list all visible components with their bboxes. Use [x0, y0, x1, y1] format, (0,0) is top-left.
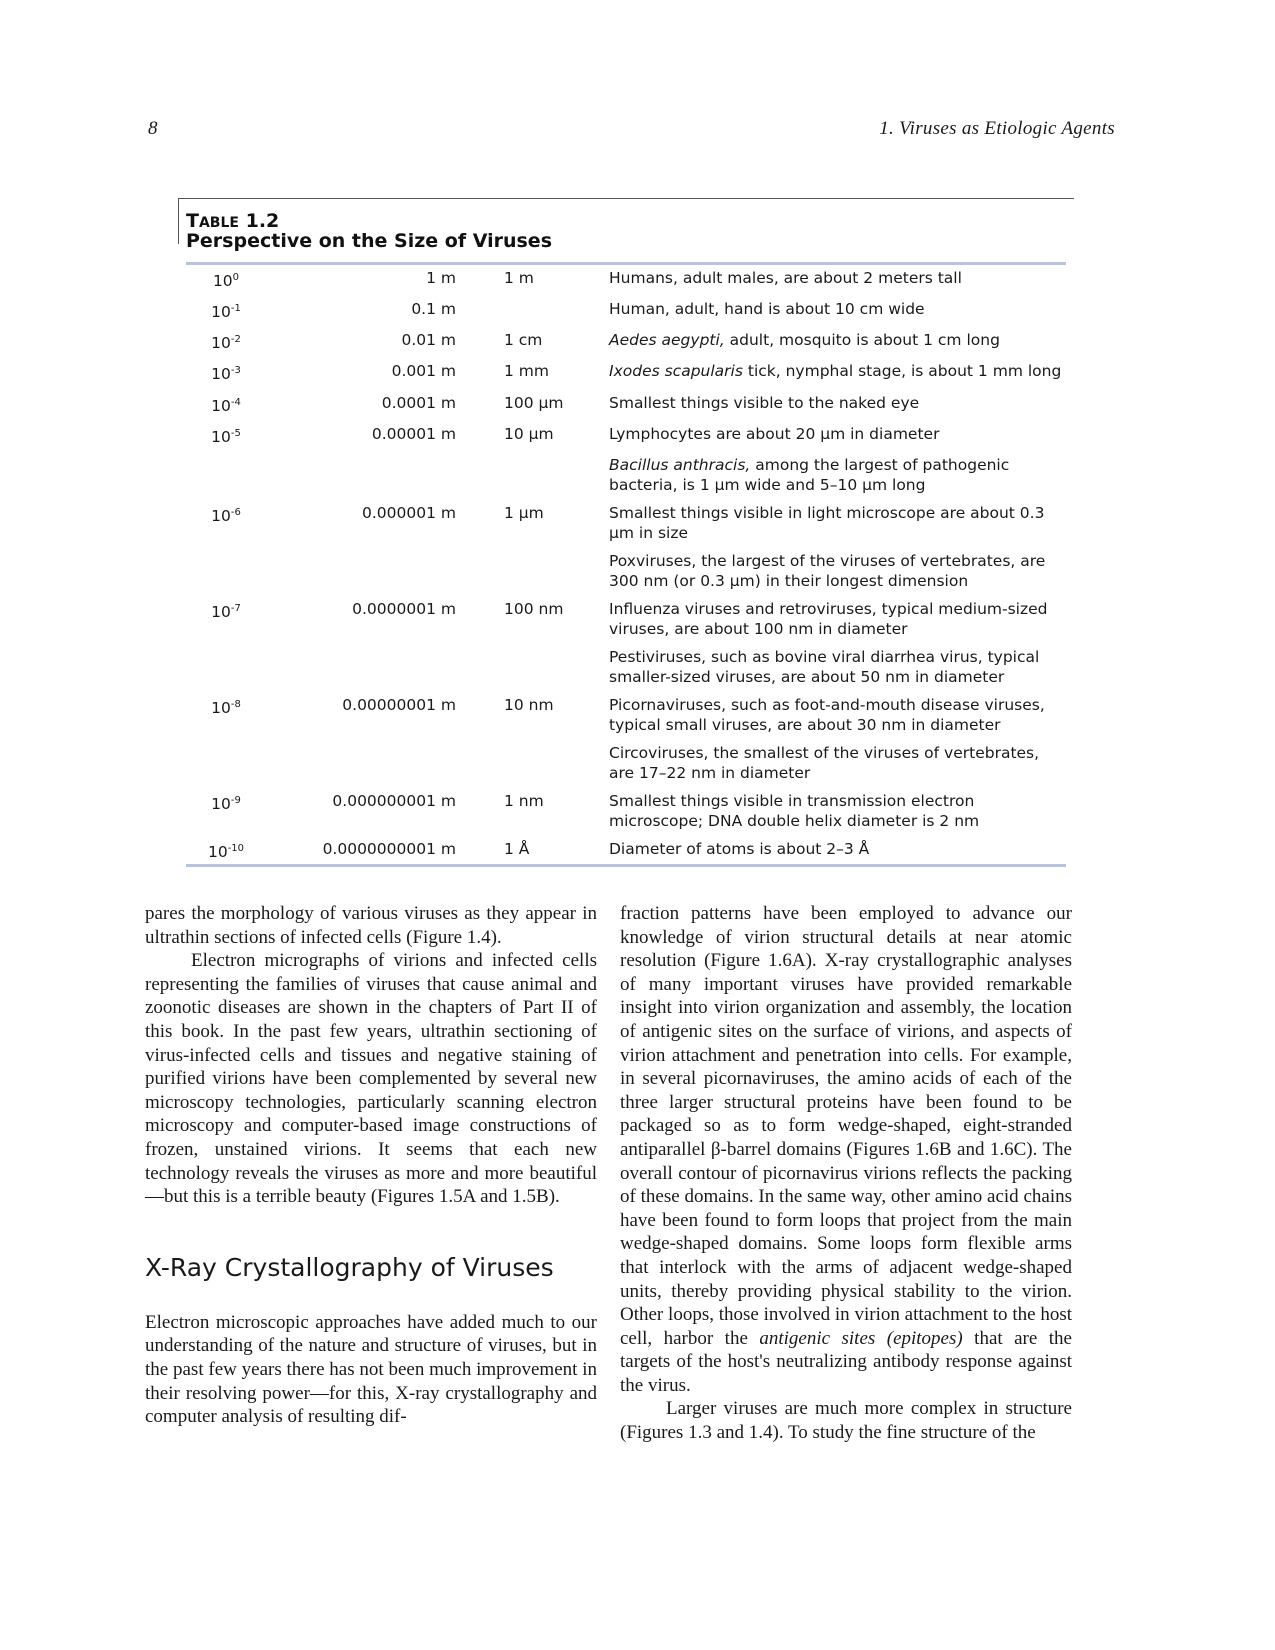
table-label: TABLE 1.2: [186, 210, 280, 232]
page-number: 8: [148, 118, 158, 139]
unit-cell: 1 nm: [504, 791, 544, 810]
description-cell: Pestiviruses, such as bovine viral diarrhea virus, typical smaller-sized viruses, are about 50 nm in diameter: [609, 647, 1040, 686]
table-row: [186, 499, 1066, 547]
meters-cell: 0.00000001 m: [342, 695, 456, 714]
meters-cell: 0.0000001 m: [352, 599, 456, 618]
meters-cell: 0.0000000001 m: [322, 839, 456, 858]
paragraph: fraction patterns have been employed to advance our knowledge of virion structural details at near atomic resolution (Figure 1.6A). X-ray crystallographic analyses of many important viruses have provided remarkable insight into virion organization and assembly, the location of antigenic sites on the surface of virions, and aspects of virion attachment and penetration into cells. For example, in several picornaviruses, the amino acids of each of the three larger structural proteins have been found to be packaged so as to form wedge-shaped, eight-stranded antiparallel β-barrel domains (Figures 1.6B and 1.6C). The overall contour of picornavirus virions reflects the packing of these domains. In the same way, other amino acid chains have been found to form loops that project from the main wedge-shaped domains. Some loops form flexible arms that interlock with the arms of adjacent wedge-shaped units, thereby providing physical stability to the virion. Other loops, those involved in virion attachment to the host cell, harbor the antigenic sites (epitopes) that are the targets of the host's neutralizing antibody response against the virus.: [620, 903, 1072, 1396]
table-row: [186, 643, 1066, 691]
power-of-ten-cell: [186, 547, 266, 595]
paragraph: Electron microscopic approaches have added much to our understanding of the nature and structure of viruses, but in the past few years there has not been much improvement in their resolving power—for this, X-ray crystallography and computer analysis of resulting dif-: [145, 1311, 597, 1428]
table-row: [186, 691, 1066, 739]
power-of-ten-cell: $10^{-9}$: [211, 794, 241, 814]
description-cell: Humans, adult males, are about 2 meters tall: [609, 269, 962, 287]
unit-cell: [504, 643, 609, 691]
power-of-ten-cell: $10^{-10}$: [207, 842, 245, 862]
paragraph: Electron micrographs of virions and infected cells representing the families of viruses that cause animal and zoonotic diseases are shown in the chapters of Part II of this book. In the past few years, ultrathin sectioning of virus-infected cells and tissues and negative staining of purified virions have been complemented by several new microscopy technologies, particularly scanning electron microscopy and computer-based image constructions of frozen, unstained virions. It seems that each new technology reveals the viruses as more and more beautiful—but this is a terrible beauty (Figures 1.5A and 1.5B).: [145, 950, 597, 1208]
unit-cell: [504, 547, 609, 595]
table-row: [186, 787, 1066, 835]
meters-cell: 0.000001 m: [362, 503, 456, 522]
description-cell: Influenza viruses and retroviruses, typical medium-sized viruses, are about 100 nm in diameter: [609, 599, 1048, 638]
meters-cell: [266, 643, 504, 691]
unit-cell: 10 nm: [504, 695, 554, 714]
description-cell: Human, adult, hand is about 10 cm wide: [609, 300, 925, 319]
table-row: [186, 420, 1066, 451]
unit-cell: 1 mm: [504, 362, 549, 381]
unit-cell: 1 Å: [504, 839, 530, 858]
power-of-ten-cell: $10^{-8}$: [211, 698, 241, 718]
body-column-right: [620, 902, 1072, 1445]
unit-cell: 10 μm: [504, 424, 554, 443]
table-row: [186, 326, 1066, 357]
paragraph: pares the morphology of various viruses as they appear in ultrathin sections of infected cells (Figure 1.4).: [145, 903, 597, 948]
emphasis: antigenic sites (epitopes): [759, 1327, 963, 1349]
body-column-left: [145, 902, 597, 1429]
unit-cell: 100 nm: [504, 599, 564, 618]
running-head: 1. Viruses as Etiologic Agents: [879, 118, 1115, 139]
section-heading: X-Ray Crystallography of Viruses: [145, 1252, 554, 1282]
description-cell: Circoviruses, the smallest of the viruses of vertebrates, are 17–22 nm in diameter: [609, 743, 1040, 782]
table-row: [186, 739, 1066, 787]
table-row: [186, 389, 1066, 420]
table-footer-rule: [186, 864, 1066, 867]
meters-cell: [266, 451, 504, 499]
meters-cell: 0.00001 m: [371, 424, 456, 443]
meters-cell: 0.000000001 m: [332, 791, 456, 810]
description-cell: Poxviruses, the largest of the viruses of vertebrates, are 300 nm (or 0.3 μm) in their longest dimension: [609, 551, 1046, 590]
table-row: [186, 595, 1066, 643]
meters-cell: [266, 547, 504, 595]
description-cell: Diameter of atoms is about 2–3 Å: [609, 839, 870, 858]
table-top-rule: [178, 198, 1074, 199]
power-of-ten-cell: $10^{-4}$: [211, 396, 241, 415]
description-cell: Ixodes scapularis tick, nymphal stage, is about 1 mm long: [609, 362, 1062, 381]
power-of-ten-cell: $10^{-6}$: [211, 506, 241, 526]
description-cell: Smallest things visible to the naked eye: [609, 393, 920, 412]
table-row: [186, 451, 1066, 499]
table-row: [186, 357, 1066, 388]
unit-cell: 1 μm: [504, 503, 544, 522]
meters-cell: 0.0001 m: [381, 393, 456, 412]
description-cell: Smallest things visible in transmission electron microscope; DNA double helix diameter is 2 nm: [609, 791, 980, 830]
unit-cell: 100 μm: [504, 393, 564, 412]
table-row: [186, 835, 1066, 866]
unit-cell: [504, 451, 609, 499]
table-row: [186, 295, 1066, 326]
power-of-ten-cell: [186, 739, 266, 787]
meters-cell: 1 m: [426, 269, 456, 287]
power-of-ten-cell: [186, 451, 266, 499]
meters-cell: 0.01 m: [401, 331, 456, 350]
table-row: [186, 547, 1066, 595]
meters-cell: 0.001 m: [391, 362, 456, 381]
paragraph: Larger viruses are much more complex in structure (Figures 1.3 and 1.4). To study the fine structure of the: [620, 1398, 1072, 1444]
description-cell: Smallest things visible in light microscope are about 0.3 μm in size: [609, 503, 1045, 542]
unit-cell: [504, 295, 609, 326]
power-of-ten-cell: $10^{-3}$: [211, 365, 241, 384]
table-row: [186, 264, 1066, 295]
description-cell: Bacillus anthracis, among the largest of pathogenic bacteria, is 1 μm wide and 5–10 μm long: [609, 455, 1010, 494]
power-of-ten-cell: $10^{-7}$: [211, 602, 241, 622]
power-of-ten-cell: $10^0$: [212, 272, 240, 291]
table-left-rule: [178, 198, 179, 244]
power-of-ten-cell: $10^{-1}$: [211, 303, 241, 322]
description-cell: Lymphocytes are about 20 μm in diameter: [609, 424, 940, 443]
meters-cell: 0.1 m: [411, 300, 456, 319]
description-cell: Picornaviruses, such as foot-and-mouth disease viruses, typical small viruses, are about 30 nm in diameter: [609, 695, 1045, 734]
unit-cell: [504, 739, 609, 787]
power-of-ten-cell: $10^{-5}$: [211, 427, 241, 446]
meters-cell: [266, 739, 504, 787]
table-title: Perspective on the Size of Viruses: [186, 230, 553, 252]
power-of-ten-cell: [186, 643, 266, 691]
description-cell: Aedes aegypti, adult, mosquito is about 1 cm long: [609, 331, 1000, 350]
unit-cell: 1 cm: [504, 331, 543, 350]
unit-cell: 1 m: [504, 269, 534, 287]
power-of-ten-cell: $10^{-2}$: [211, 334, 241, 353]
size-table: [186, 264, 1066, 866]
